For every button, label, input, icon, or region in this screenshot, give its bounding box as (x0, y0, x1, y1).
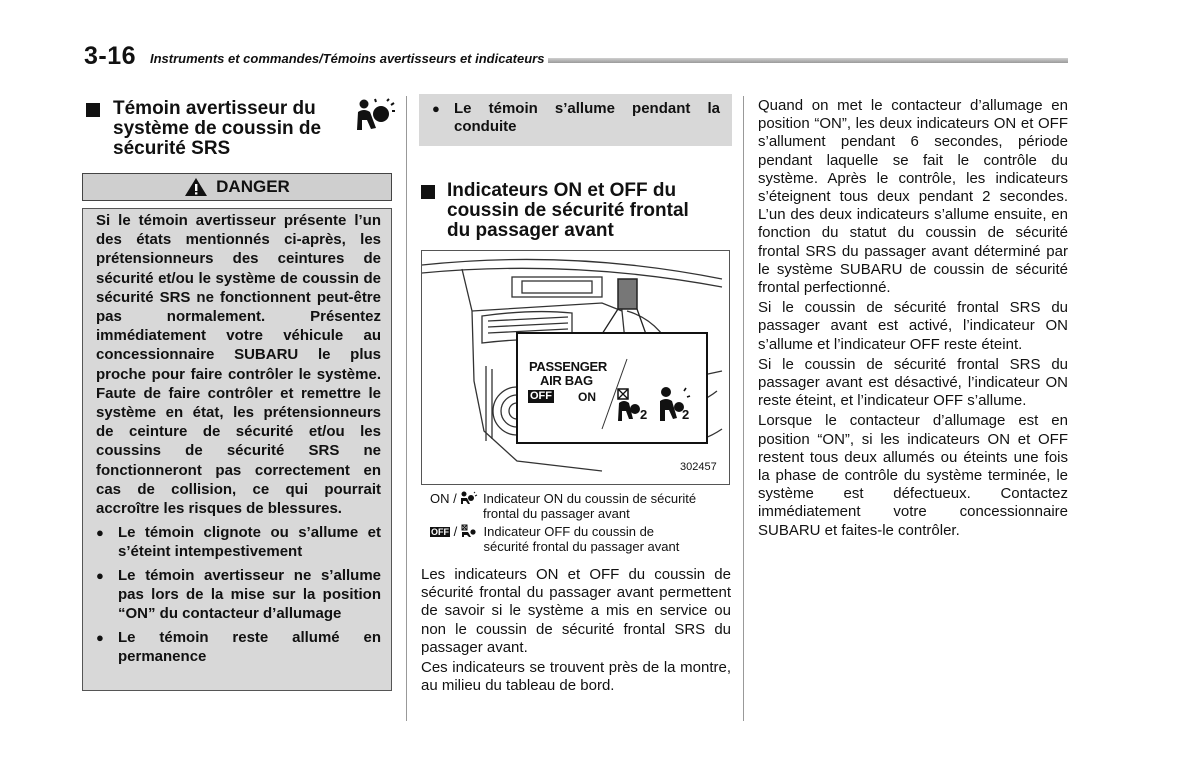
legend-on (430, 491, 735, 521)
right-body (758, 97, 1068, 540)
legend-text: Indicateur ON du coussin de sécurité (482, 491, 697, 506)
body-paragraph: Si le coussin de sécurité frontal SRS du passager avant est activé, l’indicateur ON s’allume et l’indicateur OFF reste éteint. (758, 299, 1068, 353)
bullet-text: Le témoin avertisseur ne s’allume pas lors de la mise sur la position “ON” du contacteur d’allumage (118, 567, 381, 623)
body-paragraph: Ces indicateurs se trouvent près de la montre, au milieu du tableau de bord. (421, 659, 731, 695)
danger-paragraph: Si le témoin avertisseur présente l’un des états mentionnés ci-après, les prétensionneurs des ceintures de sécurité et/ou le système de coussin de sécurité SRS ne fonctionnent peut-être pas normalement. Présentez immédiatement votre véhicule au concessionnaire SUBARU le plus proche pour faire contrôler le système. Faute de faire contrôler et remettre le système en état, les prétensionneurs de ceinture de sécurité et/ou les coussins de sécurité SRS ne fonctionneront pas correctement en cas de collision, ce qui pourrait accroître les risques de blessures. (96, 212, 381, 518)
legend-text: Indicateur OFF du coussin de (483, 524, 655, 539)
figure-label-passenger: PASSENGER (529, 359, 607, 374)
figure-label-airbag: AIR BAG (540, 373, 593, 388)
legend-text: sécurité frontal du passager avant (483, 539, 680, 554)
left-section-heading (86, 99, 346, 159)
running-title: Instruments et commandes/Témoins avertisseurs et indicateurs (150, 51, 548, 66)
airbag-on-icon (460, 491, 478, 505)
legend-text: frontal du passager avant (482, 506, 630, 521)
legend-off-badge: OFF (431, 527, 449, 537)
dashboard-figure (421, 250, 730, 485)
bullet-text: Le témoin s’allume pendant la conduite (454, 100, 720, 135)
airbag-off-icon (461, 524, 479, 538)
figure-subscript: 2 (640, 407, 648, 422)
bullet-icon: ● (96, 568, 104, 584)
legend-prefix: / (453, 524, 458, 539)
middle-section-heading (421, 181, 721, 241)
warning-triangle-icon (184, 177, 208, 197)
section-title-line: Indicateurs ON et OFF du (447, 180, 677, 201)
bullet-icon: ● (96, 630, 104, 646)
section-title-line: Témoin avertisseur du (113, 98, 316, 119)
danger-header (82, 173, 392, 201)
list-item (96, 628, 381, 666)
danger-bullet-list (96, 523, 381, 666)
list-item (96, 523, 381, 561)
middle-body (421, 566, 731, 695)
column-divider-left (406, 96, 407, 721)
column-divider-right (743, 96, 744, 721)
figure-on-label: ON (578, 390, 596, 404)
list-item (96, 566, 381, 623)
body-paragraph: Les indicateurs ON et OFF du coussin de sécurité frontal du passager avant permettent de savoir si le système a mis en service ou non le coussin de sécurité frontal SRS du passager avant. (421, 566, 731, 656)
legend-off (430, 524, 735, 554)
section-title-line: sécurité SRS (113, 138, 231, 159)
bullet-icon: ● (96, 525, 104, 541)
danger-label: DANGER (216, 177, 290, 196)
section-square-icon (86, 103, 100, 117)
legend-prefix: ON / (430, 491, 457, 506)
figure-number: 302457 (680, 461, 717, 473)
bullet-text: Le témoin reste allumé en permanence (118, 629, 381, 666)
danger-content (96, 211, 381, 666)
bullet-icon: ● (432, 101, 440, 116)
page-number: 3-16 (84, 42, 137, 70)
bullet-text: Le témoin clignote ou s’allume et s’éteint intempestivement (118, 524, 381, 561)
figure-subscript: 2 (682, 407, 690, 422)
figure-off-badge: OFF (530, 390, 552, 402)
body-paragraph: Lorsque le contacteur d’allumage est en position “ON”, si les indicateurs ON et OFF restent tous deux allumés ou éteints une fois la phase de contrôle du système terminée, le système est défectueux. Contactez immédiatement votre concessionnaire SUBARU et faites-le contrôler. (758, 412, 1068, 539)
section-title-line: du passager avant (447, 220, 614, 241)
section-title-line: système de coussin de (113, 118, 322, 139)
section-title-line: coussin de sécurité frontal (447, 200, 689, 221)
airbag-warning-icon (354, 98, 396, 134)
list-item (432, 100, 720, 136)
body-paragraph: Quand on met le contacteur d’allumage en position “ON”, les deux indicateurs ON et OFF s’allument pendant 6 secondes, période pendant laquelle se fait le contrôle du système. Après le contrôle, les indicateurs s’éteignent tous deux pendant 2 secondes. L’un des deux indicateurs s’allume ensuite, en fonction du statut du coussin de sécurité frontal SRS du passager avant déterminé par le système SUBARU de coussin de sécurité frontal perfectionné. (758, 97, 1068, 297)
section-square-icon (421, 185, 435, 199)
body-paragraph: Si le coussin de sécurité frontal SRS du passager avant est désactivé, l’indicateur ON reste éteint, et l’indicateur OFF s’allume. (758, 355, 1068, 410)
